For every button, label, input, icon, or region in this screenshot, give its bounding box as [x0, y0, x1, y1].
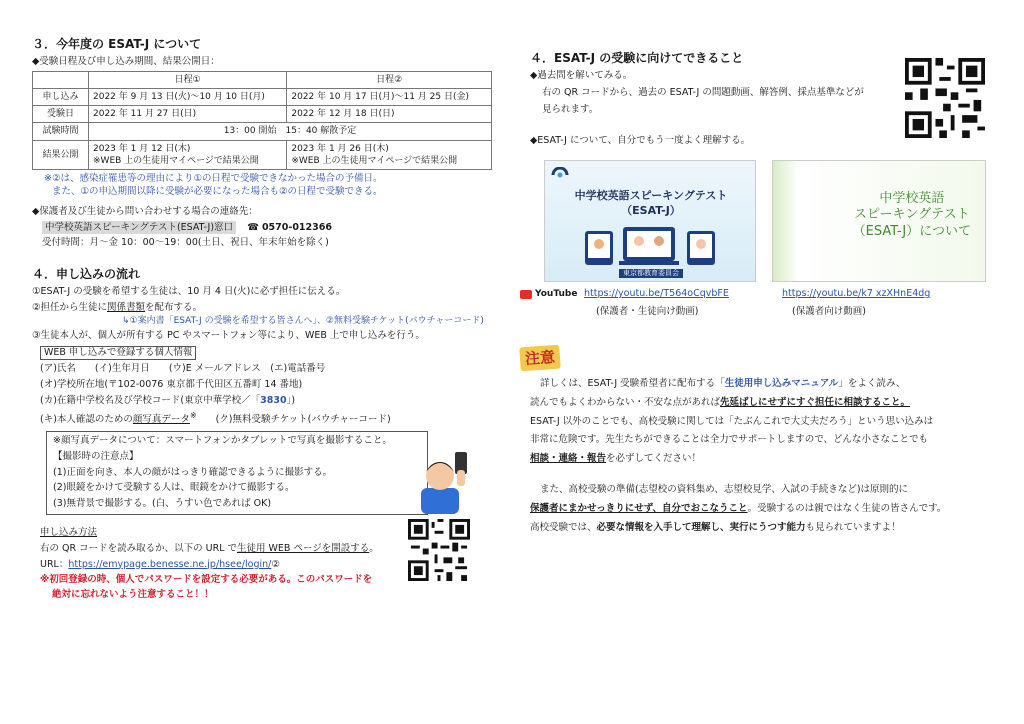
video-link-1-caption: (保護者・生徒向け動画) [596, 306, 699, 317]
schedule-table [32, 71, 492, 170]
past-exam-qr-code-icon[interactable] [905, 58, 985, 138]
login-url-link[interactable]: https://emypage.benesse.ne.jp/hsee/login/ [68, 558, 272, 570]
table-row: 結果公開 2023 年 1 月 12 日(木) ※WEB 上の生徒用マイページで結果公開 2023 年 1 月 26 日(木) ※WEB 上の生徒用マイページで結果公開 [33, 140, 492, 169]
past-heading: ◆過去問を解いてみる。 [530, 70, 633, 82]
table-col2: 日程② [287, 72, 492, 89]
method-heading: 申し込み方法 [40, 526, 98, 538]
video-thumbnail-2[interactable]: 中学校英語 スピーキングテスト （ESAT-J）について [772, 160, 986, 282]
video-thumbnail-1[interactable]: 中学校英語スピーキングテスト （ESAT-J） 東京都教育委員会 [544, 160, 756, 282]
photo-note-box: ※顔写真データについて：スマートフォンかタブレットで写真を撮影すること。 【撮影時の注意点】 (1)正面を向き、本人の顔がはっきり確認できるように撮影する。 (2)眼鏡をかけて受験する人は、眼鏡をかけて撮影する。 (3)無背景で撮影する。(白、うすい色であれば OK) [46, 431, 428, 515]
table-row: 申し込み 2022 年 9 月 13 日(火)～10 月 10 日(月) 2022 年 10 月 17 日(月)～11 月 25 日(金) [33, 89, 492, 106]
web-heading: WEB 申し込みで登録する個人情報 [40, 346, 196, 361]
contact-name: 中学校英語スピーキングテスト(ESAT-J)窓口 [42, 221, 236, 234]
method-block: 申し込み方法 右の QR コードを読み取るか、以下の URL で生徒用 WEB ページを開設する。 URL：https://emypage.benesse.ne.jp/hsee/login/② ※初回登録の時、個人でパスワードを設定する必要がある。このパスワードを 絶対に忘れないよう注意すること！！ [32, 527, 500, 602]
video-link-2-caption: (保護者向け動画) [792, 306, 866, 317]
esat-logo-icon [551, 167, 571, 183]
step-1: ①ESAT-J の受験を希望する生徒は、10 月 4 日(火)に必ず担任に伝える。 [32, 286, 346, 298]
dates-heading: ◆受験日程及び申し込み期間、結果公開日： [32, 56, 220, 68]
step-2: ②担任から生徒に関係書類を配布する。 [32, 301, 203, 313]
youtube-logo: YouTube [520, 288, 577, 301]
students-devices-icon [583, 223, 719, 269]
step-2-note: ↳①案内書「ESAT-J の受験を希望する皆さんへ」、②無料受験チケット(バウチャーコード) [122, 315, 484, 326]
contact-heading: ◆保護者及び生徒から問い合わせする場合の連絡先： [32, 206, 258, 218]
youtube-play-icon [520, 290, 532, 299]
step-3: ③生徒本人が、個人が所有する PC やスマートフォン等により、WEB 上で申し込みを行う。 [32, 329, 425, 341]
manual-name: 生徒用申し込みマニュアル [724, 378, 839, 389]
qr-code-icon[interactable] [408, 519, 470, 581]
caution-text: 詳しくは、ESAT-J 受験希望者に配布する「生徒用申し込みマニュアル」をよく読み、 読んでもよくわからない・不安な点があれば先延ばしにせずにすぐ担任に相談すること。 ESAT-J 以外のことでも、高校受験に関しては「たぶんこれで大丈夫だろう」という思い込みは 非常に危険です。先生たちができることは全力でサポートしますので、どんな小さなことでも 相談・連絡・報告を必ずしてください！ また、高校受験の準備(志望校の資料集め、志望校見学、入試の手続きなど)は原則的に 保護者にまかせっきりにせず、自分でおこなうこと。受験するのは親ではなく生徒の皆さんです。 高校受験では、必要な情報を入手して理解し、実行にうつす能力も見られていますよ！ [530, 378, 947, 533]
right-column: ４．ESAT-J の受験に向けてできること ◆過去問を解いてみる。 右の QR コードから、過去の ESAT-J の問題動画、解答例、採点基準などが 見られます。 ◆ESAT-J について、自分でもう一度よく理解する。 中学校英語スピーキングテスト （ESAT-J） 東京都教育委員会 中学校英語 スピーキングテスト （ESAT-J）について YouTube https://youtu.be/T564oCqvbFE (保護者・生徒向け動画) https://youtu.be/k7 xzXHnE4dg (保護者向け動画) 注意 詳しくは、ESAT-J 受験希望者に配布する「生徒用申し込みマニュアル」をよく読み、 読んでもよくわからない・不安な点があれば先延ばしにせずにすぐ担任に相談すること。 ESAT-J 以外のことでも、高校受験に関しては「たぶんこれで大丈夫だろう」という思い込みは 非常に危険です。先生たちができることは全力でサポートしますので、どんな小さなことでも 相談・連絡・報告を必ずしてください！ また、高校受験の準備(志望校の資料集め、志望校見学、入試の手続きなど)は原則的に 保護者にまかせっきりにせず、自分でおこなうこと。受験するのは親ではなく生徒の皆さんです。 高校受験では、必要な情報を入手して理解し、実行にうつす能力も見られていますよ！ [530, 50, 1000, 147]
contact-phone: 0570-012366 [261, 222, 332, 234]
video-link-1[interactable]: https://youtu.be/T564oCqvbFE [584, 288, 729, 299]
personal-info-block: WEB 申し込みで登録する個人情報 (ア)氏名 (イ)生年月日 (ウ)E メールアドレス (エ)電話番号 (オ)学校所在地(〒102-0076 東京都千代田区五番町 14 番地) (カ)在籍中学校名及び学校コード(東京中華学校／「3830」) (キ)本人確認のための顔写真データ※ (ク)無料受験チケット(バウチャーコード) ※顔写真データについて：スマートフォンかタブレットで写真を撮影すること。 【撮影時の注意点】 (1)正面を向き、本人の顔がはっきり確認できるように撮影する。 (2)眼鏡をかけて受験する人は、眼鏡をかけて撮影する。 (3)無背景で撮影する。(白、うすい色であれば OK) [32, 346, 500, 515]
password-warning-2: 絶対に忘れないよう注意すること！！ [52, 589, 214, 601]
arrow-icon: ↳ [122, 315, 130, 326]
phone-icon: ☎ [247, 222, 259, 234]
understand-heading: ◆ESAT-J について、自分でもう一度よく理解する。 [530, 134, 751, 146]
password-warning-1: ※初回登録の時、個人でパスワードを設定する必要がある。このパスワードを [40, 574, 373, 586]
note-1: ※②は、感染症罹患等の理由により①の日程で受験できなかった場合の予備日。 [44, 172, 383, 184]
table-header-row [33, 72, 492, 89]
section4-title: ４．申し込みの流れ [32, 266, 141, 281]
caution-badge: 注意 [519, 345, 561, 372]
table-row: 試験時間 13：00 開始 15：40 解散予定 [33, 123, 492, 140]
table-col1: 日程① [89, 72, 287, 89]
note-2: また、①の申込期間以降に受験が必要になった場合も②の日程で受験できる。 [52, 185, 383, 197]
section3-title: ３．今年度の ESAT-J について [32, 37, 202, 51]
table-row: 受験日 2022 年 11 月 27 日(日) 2022 年 12 月 18 日(日) [33, 106, 492, 123]
selfie-person-icon [403, 448, 475, 514]
left-column [32, 36, 500, 602]
contact-hours: 受付時間：月～金 10：00～19：00(土日、祝日、年末年始を除く) [42, 237, 329, 249]
right-title: ４．ESAT-J の受験に向けてできること [530, 51, 744, 65]
video-link-2[interactable]: https://youtu.be/k7 xzXHnE4dg [782, 288, 931, 299]
contact-line [32, 222, 500, 235]
school-code: 3830 [260, 395, 287, 407]
